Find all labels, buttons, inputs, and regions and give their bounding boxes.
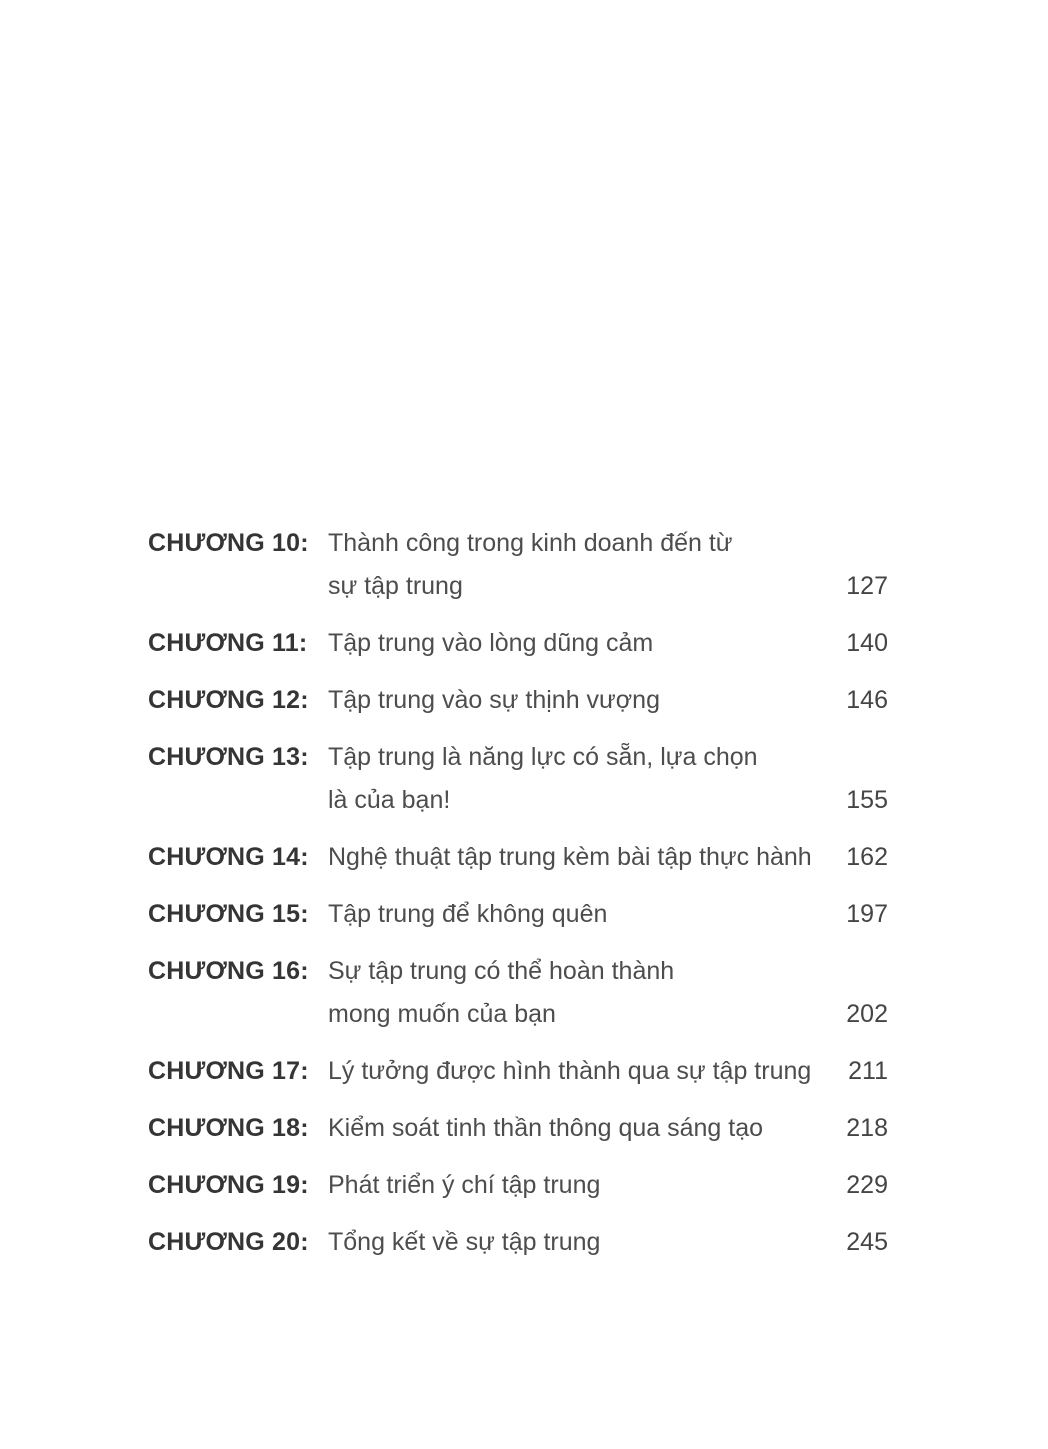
chapter-title [328,1107,888,1150]
chapter-title-line: Tập trung vào sự thịnh vượng [328,686,660,714]
chapter-page-number: 211 [848,1057,888,1085]
chapter-title [328,1050,888,1093]
toc-entry [148,1107,888,1150]
chapter-title-line: Phát triển ý chí tập trung [328,1171,601,1199]
chapter-label: CHƯƠNG 15: [148,900,309,928]
chapter-title [328,1164,888,1207]
chapter-page-number: 229 [846,1171,888,1199]
chapter-title-line: mong muốn của bạn [328,1000,556,1028]
chapter-label: CHƯƠNG 13: [148,743,309,771]
toc-entry [148,736,888,822]
toc-entry [148,622,888,665]
chapter-page-number: 202 [846,1000,888,1028]
toc-entry [148,1164,888,1207]
chapter-title [328,522,888,608]
chapter-label: CHƯƠNG 19: [148,1171,309,1199]
chapter-title-line: Lý tưởng được hình thành qua sự tập trung [328,1057,812,1085]
table-of-contents [148,522,888,1278]
chapter-label: CHƯƠNG 10: [148,529,309,557]
chapter-title [328,622,888,665]
toc-entry [148,522,888,608]
chapter-label: CHƯƠNG 14: [148,843,309,871]
chapter-title-line: Tổng kết về sự tập trung [328,1228,601,1256]
toc-entry [148,679,888,722]
chapter-label: CHƯƠNG 12: [148,686,309,714]
chapter-title-line: Kiểm soát tinh thần thông qua sáng tạo [328,1114,764,1142]
chapter-page-number: 245 [846,1228,888,1256]
chapter-title [328,836,888,879]
chapter-page-number: 155 [846,786,888,814]
chapter-title-line: Tập trung vào lòng dũng cảm [328,629,654,657]
chapter-page-number: 140 [846,629,888,657]
chapter-title [328,950,888,1036]
chapter-title [328,1221,888,1264]
chapter-label: CHƯƠNG 17: [148,1057,309,1085]
chapter-title [328,736,888,822]
chapter-label: CHƯƠNG 18: [148,1114,309,1142]
chapter-title-line: Nghệ thuật tập trung kèm bài tập thực hành [328,843,812,871]
chapter-title [328,679,888,722]
chapter-label: CHƯƠNG 16: [148,957,309,985]
chapter-title-line: Sự tập trung có thể hoàn thành [328,957,675,985]
toc-entry [148,950,888,1036]
chapter-page-number: 162 [846,843,888,871]
chapter-title-line: Tập trung là năng lực có sẵn, lựa chọn [328,743,758,771]
chapter-page-number: 127 [846,572,888,600]
chapter-page-number: 218 [846,1114,888,1142]
chapter-label: CHƯƠNG 20: [148,1228,309,1256]
chapter-label: CHƯƠNG 11: [148,629,308,657]
chapter-title-line: sự tập trung [328,572,463,600]
chapter-title-line: Thành công trong kinh doanh đến từ [328,529,733,557]
toc-entry [148,1050,888,1093]
chapter-title-line: Tập trung để không quên [328,900,608,928]
chapter-page-number: 146 [846,686,888,714]
chapter-page-number: 197 [846,900,888,928]
toc-entry [148,893,888,936]
toc-entry [148,1221,888,1264]
toc-entry [148,836,888,879]
chapter-title-line: là của bạn! [328,786,451,814]
chapter-title [328,893,888,936]
